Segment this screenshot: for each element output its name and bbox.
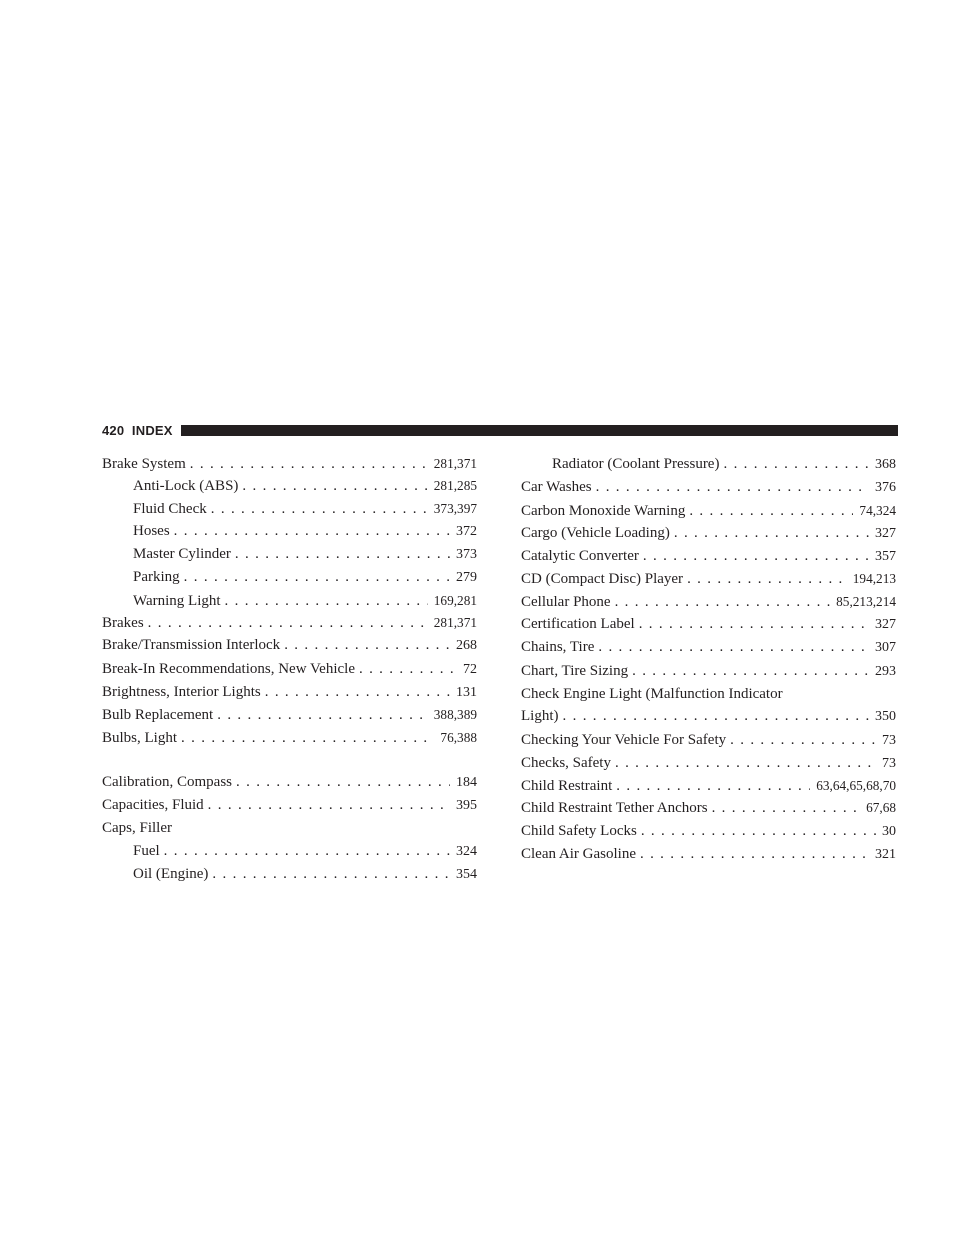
index-page-ref: 131 (456, 684, 477, 700)
index-page-ref: 293 (875, 663, 896, 679)
index-term: Chart, Tire Sizing (521, 662, 629, 679)
dot-leader (730, 729, 876, 751)
index-entry (521, 752, 896, 775)
index-page-ref: 327 (875, 617, 896, 633)
index-entry (102, 863, 477, 886)
index-term: Master Cylinder (133, 546, 231, 563)
index-page-ref: 184 (456, 774, 477, 790)
dot-leader (563, 705, 870, 727)
index-entry (521, 843, 896, 866)
index-term: Child Restraint Tether Anchors (521, 800, 708, 817)
dot-leader (236, 771, 450, 793)
header-rule (181, 425, 898, 436)
index-term: Hoses (133, 522, 170, 539)
dot-leader (639, 613, 869, 635)
index-page-ref: 169,281 (433, 592, 477, 608)
index-term: Catalytic Converter (521, 548, 639, 565)
index-entry (521, 453, 896, 476)
index-term: Calibration, Compass (102, 773, 232, 790)
index-entry (521, 636, 896, 659)
index-term: Chains, Tire (521, 639, 595, 656)
index-page-ref: 395 (456, 798, 477, 814)
index-page-ref: 324 (456, 843, 477, 859)
dot-leader (212, 863, 450, 885)
dot-leader (174, 520, 450, 542)
index-entry (102, 475, 477, 497)
index-entry (102, 840, 477, 863)
index-page-ref: 73 (882, 732, 896, 748)
index-term: Parking (133, 569, 180, 586)
index-page-ref: 354 (456, 867, 477, 883)
index-page-ref: 321 (875, 847, 896, 863)
dot-leader (641, 820, 876, 842)
index-term: Break-In Recommendations, New Vehicle (102, 660, 355, 677)
index-term: Checking Your Vehicle For Safety (521, 731, 727, 748)
index-entry (521, 660, 896, 683)
index-entry (521, 522, 896, 545)
dot-leader (359, 658, 457, 680)
index-entry (102, 658, 477, 681)
index-term: Capacities, Fluid (102, 797, 204, 814)
dot-leader (242, 475, 427, 497)
index-term: Cargo (Vehicle Loading) (521, 524, 670, 541)
page-header (102, 419, 898, 441)
index-page-ref: 281,371 (433, 456, 477, 471)
dot-leader (284, 634, 450, 656)
index-entry (521, 500, 896, 522)
index-entry (102, 453, 477, 475)
index-entry (521, 683, 896, 705)
index-page-ref: 279 (456, 570, 477, 586)
index-column-left (102, 453, 477, 886)
dot-leader (211, 498, 428, 520)
dot-leader (598, 636, 869, 658)
index-page-ref: 368 (875, 457, 896, 472)
index-page-ref: 72 (463, 661, 477, 677)
index-term: Anti-Lock (ABS) (133, 478, 239, 495)
index-entry (102, 727, 477, 749)
index-entry (102, 681, 477, 704)
index-page-ref: 268 (456, 638, 477, 654)
dot-leader (640, 843, 869, 865)
index-page-ref: 373,397 (433, 500, 477, 516)
dot-leader (632, 660, 869, 682)
index-entry (521, 729, 896, 752)
index-term: Carbon Monoxide Warning (521, 502, 686, 519)
index-entry (102, 704, 477, 726)
index-entry (521, 545, 896, 568)
index-page-ref: 76,388 (440, 729, 477, 745)
index-entry (102, 566, 477, 589)
index-page-ref: 73 (882, 755, 896, 771)
index-term: Child Safety Locks (521, 822, 637, 839)
index-entry (102, 634, 477, 657)
dot-leader (723, 453, 869, 475)
dot-leader (616, 775, 810, 797)
index-page-ref: 327 (875, 525, 896, 541)
index-entry (102, 498, 477, 520)
index-page-ref: 350 (875, 709, 896, 725)
index-page-ref: 388,389 (433, 707, 477, 723)
dot-leader (712, 797, 861, 819)
index-term: Radiator (Coolant Pressure) (552, 456, 720, 472)
index-entry (102, 520, 477, 543)
index-page-ref: 372 (456, 523, 477, 539)
dot-leader (164, 840, 450, 862)
index-entry (102, 543, 477, 566)
index-term: Fuel (133, 842, 160, 859)
index-term: Light) (521, 708, 559, 725)
index-page-ref: 357 (875, 549, 896, 565)
page-number: 420 (102, 422, 125, 438)
dot-leader (596, 476, 869, 498)
index-page-ref: 30 (882, 823, 896, 839)
index-page-ref: 85,213,214 (836, 593, 896, 609)
index-entry (521, 591, 896, 613)
index-entry (521, 775, 896, 797)
index-term: Child Restraint (521, 778, 613, 795)
index-term: Car Washes (521, 479, 592, 496)
dot-leader (689, 500, 853, 522)
index-entry (102, 612, 477, 634)
index-term: Caps, Filler (102, 820, 172, 837)
dot-leader (265, 681, 450, 703)
dot-leader (687, 568, 847, 590)
index-page-ref: 67,68 (866, 800, 896, 816)
index-term: Clean Air Gasoline (521, 846, 636, 863)
dot-leader (184, 566, 450, 588)
index-entry (521, 705, 896, 728)
dot-leader (643, 545, 869, 567)
index-page-ref: 376 (875, 480, 896, 496)
index-term: Oil (Engine) (133, 866, 209, 883)
index-entry (102, 817, 477, 839)
index-term: Cellular Phone (521, 593, 611, 610)
index-page-ref: 307 (875, 640, 896, 656)
index-term: Brakes (102, 615, 144, 632)
section-title: INDEX (131, 422, 173, 438)
dot-leader (181, 727, 434, 749)
index-page-ref: 63,64,65,68,70 (816, 778, 896, 794)
index-term: Brake System (102, 456, 186, 472)
index-term: Brake/Transmission Interlock (102, 637, 281, 654)
page-number-label (102, 423, 173, 438)
index-entry (521, 568, 896, 590)
index-term: CD (Compact Disc) Player (521, 571, 684, 588)
dot-leader (615, 591, 831, 613)
index-term: Check Engine Light (Malfunction Indicator (521, 685, 783, 702)
index-entry (102, 794, 477, 817)
index-page-ref: 74,324 (859, 502, 896, 518)
index-entry (102, 771, 477, 794)
index-page-ref: 373 (456, 547, 477, 563)
dot-leader (235, 543, 450, 565)
index-entry (521, 476, 896, 499)
dot-leader (148, 612, 428, 634)
dot-leader (208, 794, 450, 816)
index-column-right (521, 453, 896, 866)
dot-leader (217, 704, 428, 726)
index-term: Bulb Replacement (102, 707, 214, 724)
index-page-ref: 194,213 (852, 571, 896, 587)
index-entry (102, 590, 477, 612)
index-entry (521, 797, 896, 819)
dot-leader (615, 752, 876, 774)
index-term: Brightness, Interior Lights (102, 683, 261, 700)
index-term: Fluid Check (133, 500, 207, 517)
index-entry (521, 613, 896, 636)
dot-leader (225, 590, 428, 612)
index-term: Bulbs, Light (102, 729, 178, 746)
index-term: Checks, Safety (521, 754, 611, 771)
index-page-ref: 281,371 (433, 615, 477, 631)
index-term: Certification Label (521, 616, 635, 633)
index-page-ref: 281,285 (433, 478, 477, 494)
dot-leader (674, 522, 869, 544)
index-term: Warning Light (133, 592, 221, 609)
dot-leader (190, 453, 428, 475)
index-entry (521, 820, 896, 843)
